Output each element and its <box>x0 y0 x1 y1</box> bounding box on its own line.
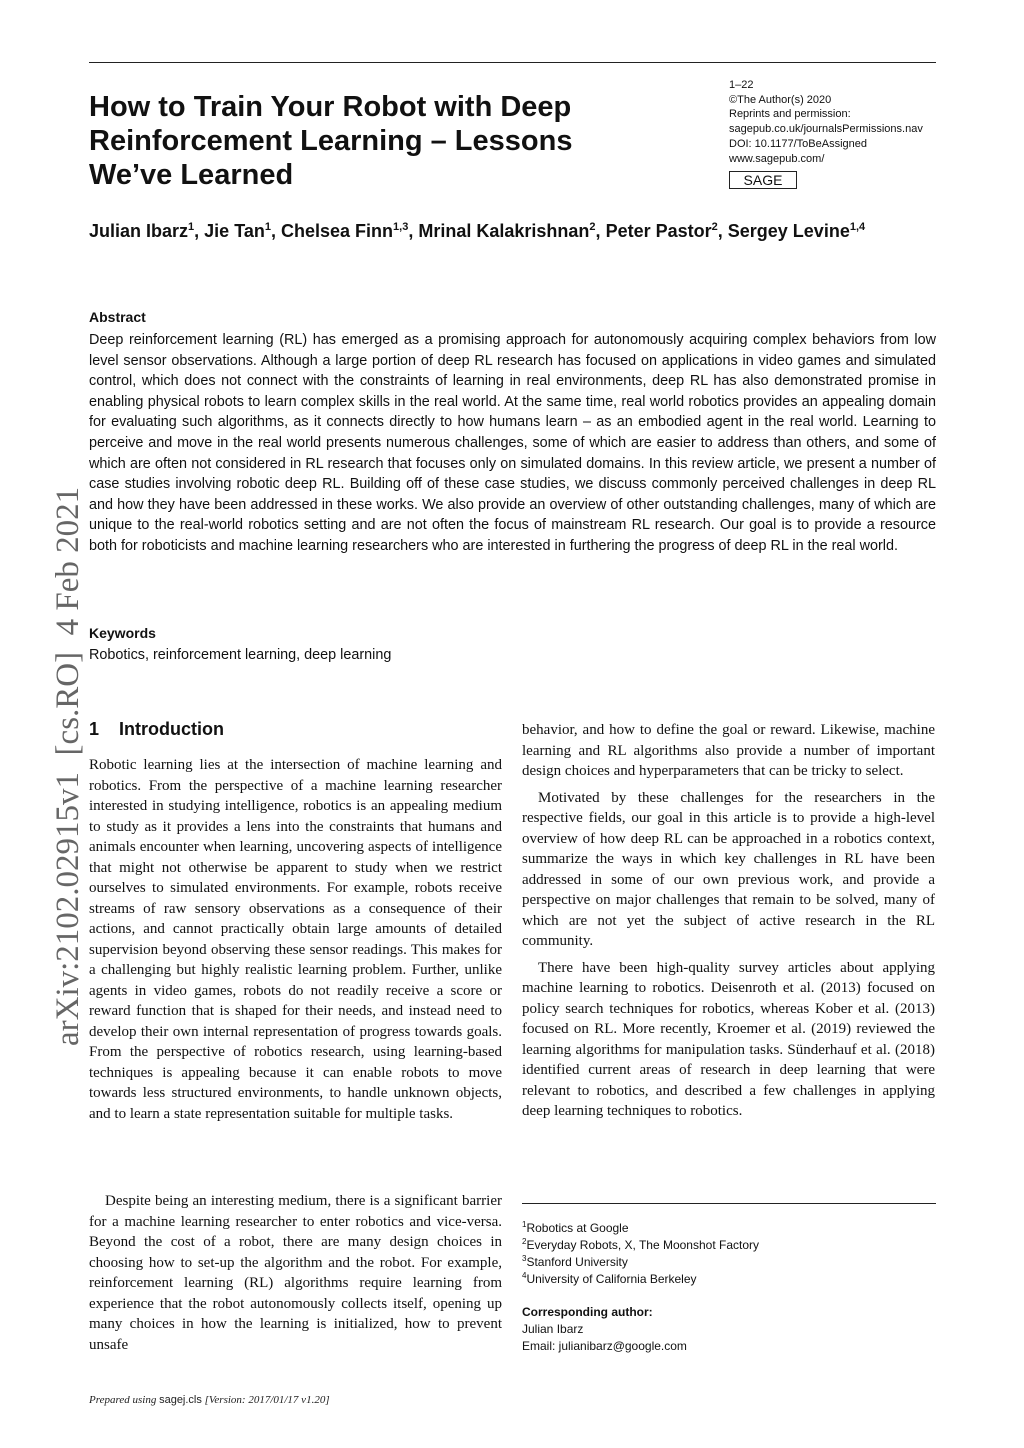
abstract-text: Deep reinforcement learning (RL) has emerged as a promising approach for autonomously acquiring complex behaviors from low level sensor observations. Although a large portion of deep RL research has focused on applications in video games and simulated control, which does not connect with the constraints of learning in real environments, deep RL has also demonstrated promise in enabling physical robots to learn complex skills in the real world. At the same time, real world robotics provides an appealing domain for evaluating such algorithms, as it connects directly to how humans learn – as an embodied agent in the real world. Learning to perceive and move in the real world presents numerous challenges, some of which are easier to address than others, and some of which are often not considered in RL research that focuses only on simulated domains. In this review article, we present a number of case studies involving robotic deep RL. Building off of these case studies, we discuss commonly perceived challenges in deep RL and how they have been addressed in these works. We also provide an overview of other outstanding challenges, many of which are unique to the real-world robotics setting and are not often the focus of mainstream RL research. Our goal is to provide a resource both for roboticists and machine learning researchers who are interested in furthering the progress of deep RL in the real world. <box>89 332 936 554</box>
page-footer <box>89 1393 330 1407</box>
affiliation-footnotes <box>522 1220 936 1288</box>
author-name: Mrinal Kalakrishnan <box>418 221 590 241</box>
footnote-mark: 2 <box>522 1237 527 1246</box>
footnote-text: Stanford University <box>526 1255 628 1269</box>
arxiv-identifier-stamp: arXiv:2102.02915v1 [cs.RO] 4 Feb 2021 <box>50 486 86 1046</box>
footnote-text: Everyday Robots, X, The Moonshot Factory <box>526 1238 760 1252</box>
author-name: Chelsea Finn <box>281 221 394 241</box>
footnote-text: University of California Berkeley <box>526 1272 697 1286</box>
footnote-item <box>522 1254 936 1271</box>
author-name: Peter Pastor <box>605 221 712 241</box>
top-rule <box>89 62 936 63</box>
section-number: 1 <box>89 719 100 739</box>
corresponding-author-email[interactable]: Email: julianibarz@google.com <box>522 1339 687 1353</box>
meta-doi[interactable]: DOI: 10.1177/ToBeAssigned <box>729 137 867 150</box>
body-paragraph: Despite being an interesting medium, there is a significant barrier for a machine learning researcher to enter robotics and vice-versa. Beyond the cost of a robot, there are many design choices in choosing how to set-up the algorithm and the robot. For example, reinforcement learning (RL) algorithms require learning from experience that the robot autonomously collects itself, opening up many choices in how the learning is initialized, how to prevent unsafe <box>89 1193 502 1353</box>
paper-title: How to Train Your Robot with Deep Reinforcement Learning – Lessons We’ve Learned <box>89 91 573 191</box>
intro-left-column-bottom <box>89 1191 502 1355</box>
body-paragraph: Motivated by these challenges for the researchers in the respective fields, our goal in this article is to provide a high-level overview of how deep RL can be approached in a robotics context, summarize the ways in which key challenges in RL have been addressed in some of our own previous work, and provide a perspective on major challenges that remain to be solved, many of which are not yet the subject of active research in the RL community. <box>522 789 935 949</box>
author-name: Jie Tan <box>204 221 265 241</box>
author-list: Julian Ibarz$^1$, Jie Tan$^1$, Chelsea Finn$^{1,3}$, Mrinal Kalakrishnan$^2$, Peter Pastor$^2$, Sergey Levine$^{1,4}$ <box>89 221 866 241</box>
footnote-text: Robotics at Google <box>526 1221 629 1235</box>
keywords-heading: Keywords <box>89 625 156 641</box>
intro-left-column-top <box>89 755 502 1124</box>
intro-right-column <box>522 720 935 1122</box>
abstract-heading: Abstract <box>89 309 146 325</box>
journal-meta <box>729 78 944 166</box>
author-affiliation: 1,4 <box>849 221 866 233</box>
footnote-item <box>522 1237 936 1254</box>
footnote-mark: 3 <box>522 1254 527 1263</box>
footnote-rule <box>522 1203 936 1204</box>
author-name: Julian Ibarz <box>89 221 189 241</box>
footer-version: [Version: 2017/01/17 v1.20] <box>201 1394 330 1406</box>
author-affiliation: 2 <box>711 221 718 233</box>
meta-pages: 1–22 <box>729 79 754 91</box>
body-paragraph: There have been high-quality survey articles about applying machine learning to robotics. Deisenroth et al. (2013) focused on policy search techniques for robotics, whereas Kober et al. (2013) focused on RL. More recently, Kroemer et al. (2019) reviewed the learning algorithms for manipulation tasks. Sünderhauf et al. (2018) identified current areas of research in deep learning that were relevant to robotics, and described a few challenges in applying deep learning techniques to robotics. <box>522 959 935 1119</box>
section-heading <box>89 718 224 740</box>
corresponding-author-block <box>522 1304 936 1355</box>
author-name: Sergey Levine <box>727 221 850 241</box>
footnote-mark: 1 <box>522 1220 527 1229</box>
sage-logo: SAGE <box>729 171 797 189</box>
corresponding-author-name: Julian Ibarz <box>522 1322 584 1336</box>
corresponding-author-heading: Corresponding author: <box>522 1305 653 1319</box>
section-title: Introduction <box>119 719 225 739</box>
meta-reprints: Reprints and permission: <box>729 108 851 121</box>
footnote-mark: 4 <box>522 1271 527 1280</box>
author-affiliation: 1,3 <box>393 221 409 233</box>
keywords-text: Robotics, reinforcement learning, deep learning <box>89 647 392 663</box>
footer-prefix: Prepared using <box>89 1394 160 1406</box>
footer-class-name: sagej.cls <box>159 1394 202 1406</box>
body-paragraph: Robotic learning lies at the intersection of machine learning and robotics. From the perspective of a machine learning researcher interested in studying intelligence, robotics is an appealing medium to study as it provides a lens into the constraints that humans and animals encounter when learning, uncovering aspects of intelligence that might not otherwise be apparent to study when we restrict ourselves to simulated environments. For example, robots receive streams of raw sensory observations as a consequence of their actions, and cannot practically obtain large amounts of detailed supervision beyond observing these sensor readings. This makes for a challenging but highly realistic learning problem. Further, unlike agents in video games, robots do not readily receive a score or reward function that is shaped for their needs, and instead need to develop their own internal representation of progress towards goals. From the perspective of robotics research, using learning-based techniques is appealing because it can enable robots to move towards less structured environments, to handle unknown objects, and to learn a state representation suitable for multiple tasks. <box>89 757 502 1122</box>
meta-website-link[interactable]: www.sagepub.com/ <box>729 152 825 165</box>
author-affiliation: 1 <box>188 221 195 233</box>
meta-copyright: ©The Author(s) 2020 <box>729 93 832 106</box>
author-affiliation: 2 <box>589 221 596 233</box>
meta-permissions-link[interactable]: sagepub.co.uk/journalsPermissions.nav <box>729 123 923 136</box>
footnote-item <box>522 1271 936 1288</box>
body-paragraph: behavior, and how to define the goal or reward. Likewise, machine learning and RL algorithms also provide a number of important design choices and hyperparameters that can be tricky to select. <box>522 722 935 779</box>
author-affiliation: 1 <box>264 221 271 233</box>
footnote-item <box>522 1220 936 1237</box>
